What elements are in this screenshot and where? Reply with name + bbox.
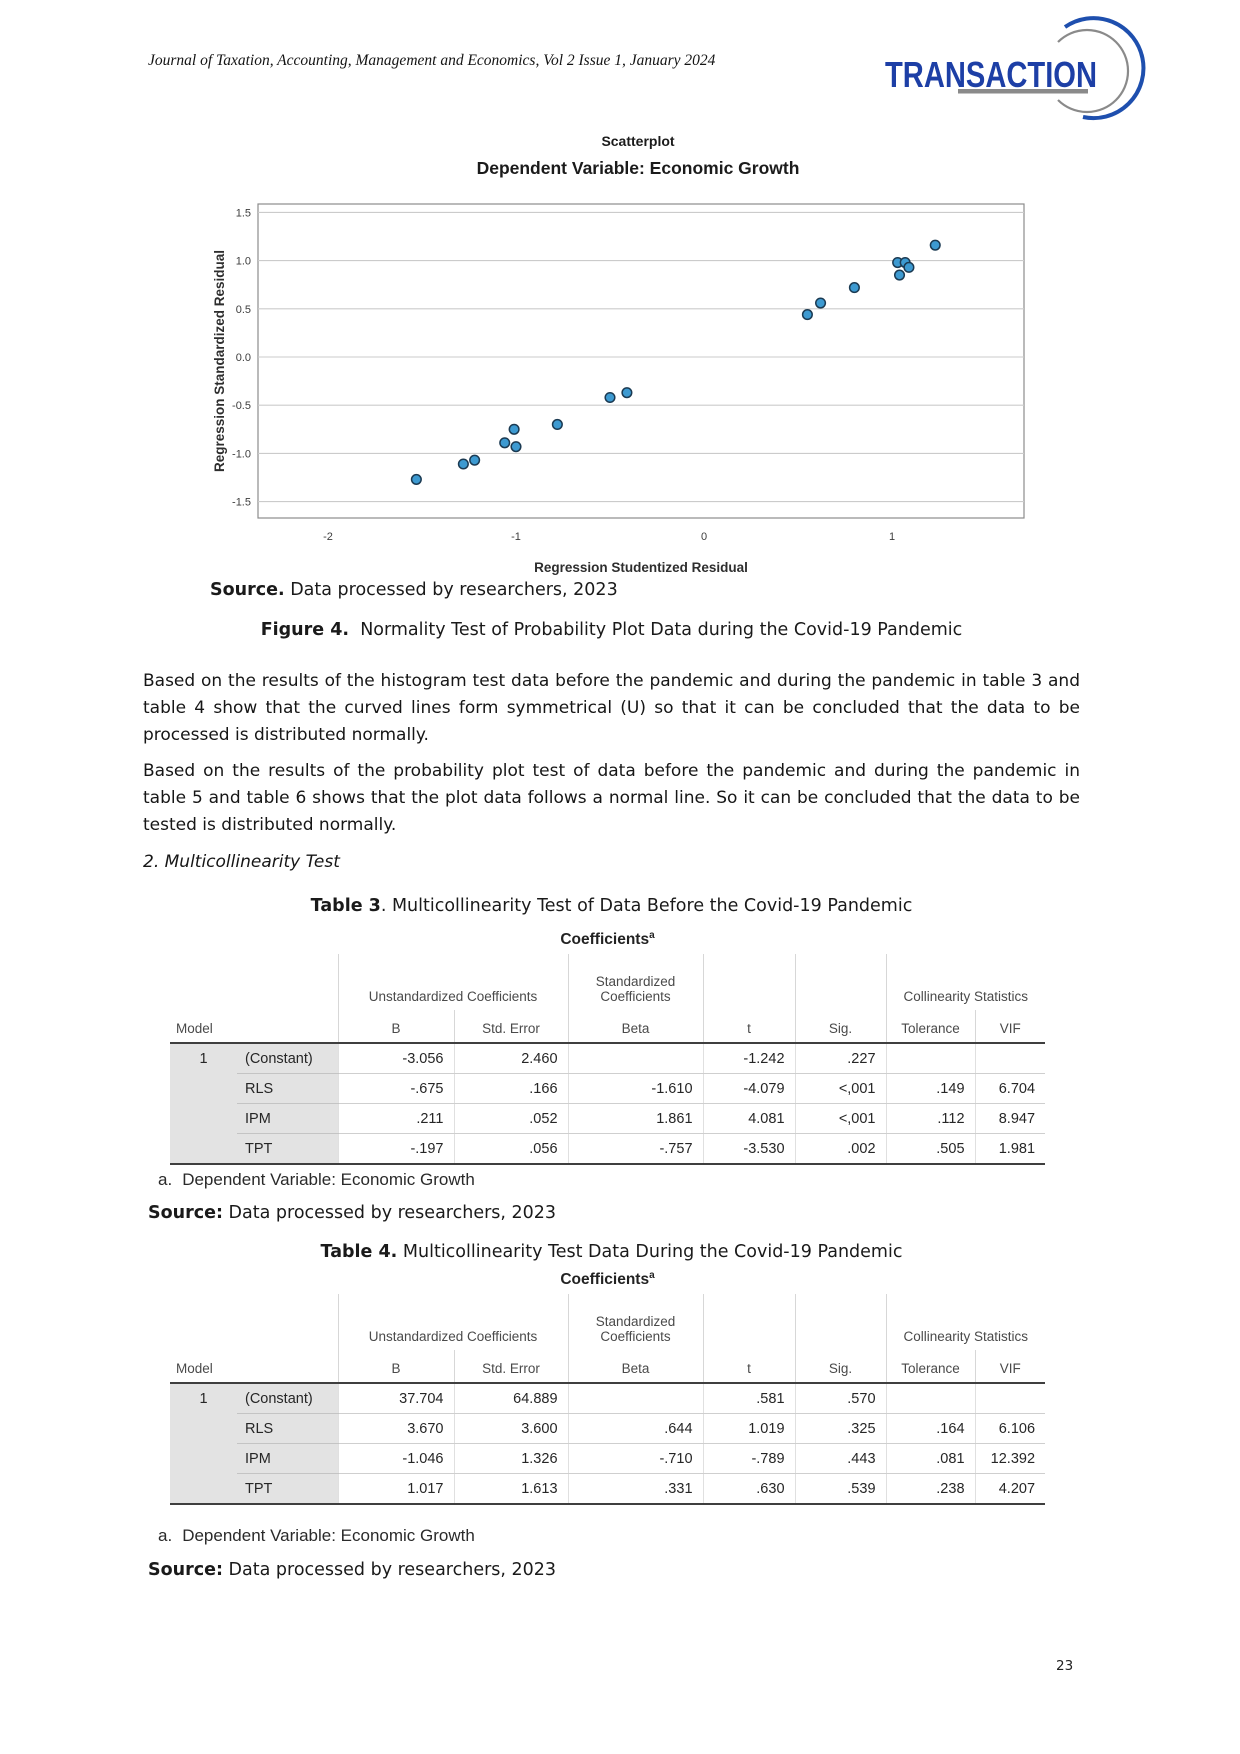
table-row	[170, 1383, 1045, 1414]
table-cell: 1.613	[454, 1474, 568, 1505]
table-cell: 37.704	[338, 1383, 454, 1414]
plot-frame	[258, 204, 1024, 518]
table-cell	[170, 1074, 237, 1104]
table-cell: .052	[454, 1104, 568, 1134]
table-cell: .211	[338, 1104, 454, 1134]
table-cell: 1.861	[568, 1104, 703, 1134]
col-sig: Sig.	[795, 1294, 886, 1383]
table-cell: (Constant)	[237, 1043, 338, 1074]
table-cell: 4.207	[975, 1474, 1045, 1505]
table-cell	[568, 1043, 703, 1074]
table3-header	[170, 954, 1045, 1043]
table3-title-text: Coefficients	[560, 931, 650, 949]
table-cell: 1.017	[338, 1474, 454, 1505]
scatter-point	[470, 455, 480, 465]
table4-caption-text: Multicollinearity Test Data During the Covid-19 Pandemic	[397, 1242, 903, 1262]
table-cell	[170, 1414, 237, 1444]
col-beta: Beta	[568, 1350, 703, 1383]
table-cell	[170, 1444, 237, 1474]
table3-body	[170, 1043, 1045, 1164]
y-tick-label: -0.5	[232, 400, 251, 413]
table-cell: 1	[170, 1383, 237, 1414]
figure-caption-text: Normality Test of Probability Plot Data during the Covid-19 Pandemic	[360, 620, 963, 640]
table4-source-text: Data processed by researchers, 2023	[228, 1560, 557, 1580]
col-vif: VIF	[975, 1350, 1045, 1383]
figure-source-line	[210, 580, 618, 600]
table-cell: 3.670	[338, 1414, 454, 1444]
table-cell: RLS	[237, 1074, 338, 1104]
x-tick-labels	[323, 531, 895, 543]
scatter-point	[509, 425, 519, 435]
table-cell: 1	[170, 1043, 237, 1074]
col-group-collinearity: Collinearity Statistics	[886, 1294, 1045, 1350]
logo-wordmark: TRANSACTION	[885, 54, 1097, 95]
coefficients-table-4	[170, 1294, 1045, 1505]
table-cell: .331	[568, 1474, 703, 1505]
figure-source-label: Source.	[210, 580, 285, 600]
paragraph-1: Based on the results of the histogram test data before the pandemic and during the pandemic in table 3 and table 4 show that the curved lines form symmetrical (U) so that it can be concluded that the data to be processed is distributed normally.	[143, 671, 1080, 745]
table-cell: .581	[703, 1383, 795, 1414]
scatter-point	[622, 388, 632, 398]
table-cell	[975, 1383, 1045, 1414]
figure-caption	[143, 620, 1080, 640]
table3-source-label: Source:	[148, 1203, 223, 1223]
table-row	[170, 1074, 1045, 1104]
y-tick-labels	[232, 207, 251, 508]
col-model: Model	[176, 1361, 213, 1376]
table-row	[170, 1414, 1045, 1444]
x-axis-label: Regression Studentized Residual	[534, 560, 748, 575]
table3-footnote	[158, 1170, 475, 1190]
y-tick-label: 1.0	[235, 255, 251, 268]
table-cell: -3.530	[703, 1134, 795, 1165]
scatter-point	[930, 240, 940, 250]
table-cell: .325	[795, 1414, 886, 1444]
y-tick-label: 1.5	[235, 207, 251, 220]
scatter-point	[412, 475, 422, 485]
journal-header-line: Journal of Taxation, Accounting, Management and Economics, Vol 2 Issue 1, January 2024	[148, 52, 716, 69]
table-cell: IPM	[237, 1444, 338, 1474]
table-cell: .539	[795, 1474, 886, 1505]
col-group-unstandardized: Unstandardized Coefficients	[338, 954, 568, 1010]
table-cell: 2.460	[454, 1043, 568, 1074]
coefficients-table-3	[170, 954, 1045, 1165]
scatter-point	[895, 270, 905, 280]
table-cell: 3.600	[454, 1414, 568, 1444]
col-std-error: Std. Error	[454, 1010, 568, 1043]
table-cell	[886, 1383, 975, 1414]
table-row	[170, 1474, 1045, 1505]
col-group-standardized: Standardized Coefficients	[568, 954, 703, 1010]
table-cell: .081	[886, 1444, 975, 1474]
plot-subtitle: Dependent Variable: Economic Growth	[476, 158, 800, 178]
table-row	[170, 1104, 1045, 1134]
scatter-point	[553, 420, 563, 430]
table-cell: 8.947	[975, 1104, 1045, 1134]
table-cell: -1.046	[338, 1444, 454, 1474]
table-cell: .166	[454, 1074, 568, 1104]
table4-footnote-label: a.	[158, 1526, 173, 1545]
table-cell: .002	[795, 1134, 886, 1165]
col-tolerance: Tolerance	[886, 1010, 975, 1043]
table-cell: 12.392	[975, 1444, 1045, 1474]
transaction-logo	[858, 3, 1158, 128]
table3-source-text: Data processed by researchers, 2023	[228, 1203, 557, 1223]
x-tick-label: -1	[511, 531, 521, 543]
table-cell: .630	[703, 1474, 795, 1505]
x-tick-label: 0	[700, 531, 708, 543]
table-row	[170, 1444, 1045, 1474]
x-tick-label: 1	[888, 531, 896, 543]
scatter-point	[500, 438, 510, 448]
table-cell: .227	[795, 1043, 886, 1074]
table-cell: -.197	[338, 1134, 454, 1165]
table3-caption	[143, 896, 1080, 916]
section-heading: 2. Multicollinearity Test	[143, 852, 340, 872]
table-cell	[170, 1104, 237, 1134]
table-cell: RLS	[237, 1414, 338, 1444]
table4-title	[170, 1270, 1045, 1289]
figure-caption-label: Figure 4.	[260, 620, 350, 640]
scatter-point	[904, 263, 914, 273]
table-row	[170, 1043, 1045, 1074]
table4-title-text: Coefficients	[560, 1271, 650, 1289]
table-cell: .644	[568, 1414, 703, 1444]
table-cell: -3.056	[338, 1043, 454, 1074]
table-cell: -.710	[568, 1444, 703, 1474]
table3-container	[170, 954, 1045, 1165]
col-sig: Sig.	[795, 954, 886, 1043]
table-cell: 4.081	[703, 1104, 795, 1134]
table4-header	[170, 1294, 1045, 1383]
table4-source-label: Source:	[148, 1560, 223, 1580]
table-cell: 1.981	[975, 1134, 1045, 1165]
table-cell: -.675	[338, 1074, 454, 1104]
table4-caption	[143, 1242, 1080, 1262]
table4-footnote-text: Dependent Variable: Economic Growth	[182, 1526, 475, 1545]
col-group-standardized: Standardized Coefficients	[568, 1294, 703, 1350]
col-tolerance: Tolerance	[886, 1350, 975, 1383]
scatterplot-figure	[200, 122, 1060, 592]
col-group-collinearity: Collinearity Statistics	[886, 954, 1045, 1010]
table4-source-line	[148, 1560, 556, 1580]
table-cell	[170, 1134, 237, 1165]
table-cell: .164	[886, 1414, 975, 1444]
scatter-point	[605, 393, 615, 403]
table-row	[170, 1134, 1045, 1165]
table3-caption-label: Table 3	[310, 896, 381, 916]
table4-body	[170, 1383, 1045, 1504]
paragraph-2: Based on the results of the probability plot test of data before the pandemic and during the pandemic in table 5 and table 6 shows that the plot data follows a normal line. So it can be concluded that the data to be tested is distributed normally.	[143, 761, 1080, 835]
scatter-point	[511, 442, 521, 452]
scatter-point	[816, 298, 826, 308]
table-cell: -4.079	[703, 1074, 795, 1104]
y-tick-label: -1.5	[232, 496, 251, 509]
table-cell: TPT	[237, 1474, 338, 1505]
y-axis-label: Regression Standardized Residual	[212, 249, 227, 473]
table-cell: .056	[454, 1134, 568, 1165]
table4-container	[170, 1294, 1045, 1505]
table-cell: IPM	[237, 1104, 338, 1134]
y-tick-label: -1.0	[232, 448, 251, 461]
table-cell: <,001	[795, 1074, 886, 1104]
x-tick-label: -2	[323, 531, 333, 543]
table-cell: 1.326	[454, 1444, 568, 1474]
y-tick-label: 0.5	[235, 303, 251, 316]
col-b: B	[338, 1010, 454, 1043]
table3-title-sup: a	[649, 930, 655, 941]
table-cell: -1.610	[568, 1074, 703, 1104]
plot-title: Scatterplot	[601, 133, 675, 149]
col-beta: Beta	[568, 1010, 703, 1043]
scatter-point	[803, 310, 813, 320]
col-group-unstandardized: Unstandardized Coefficients	[338, 1294, 568, 1350]
col-std-error: Std. Error	[454, 1350, 568, 1383]
table-cell: 6.704	[975, 1074, 1045, 1104]
table-cell: .505	[886, 1134, 975, 1165]
y-tick-label: 0.0	[235, 352, 251, 364]
table3-footnote-text: Dependent Variable: Economic Growth	[182, 1170, 475, 1189]
col-t: t	[703, 954, 795, 1043]
table4-caption-label: Table 4.	[320, 1242, 398, 1262]
scatter-point	[459, 459, 469, 469]
table3-caption-text: . Multicollinearity Test of Data Before the Covid-19 Pandemic	[380, 896, 913, 916]
table-cell: (Constant)	[237, 1383, 338, 1414]
table3-source-line	[148, 1203, 556, 1223]
table-cell: -.757	[568, 1134, 703, 1165]
table-cell	[886, 1043, 975, 1074]
col-model: Model	[176, 1021, 213, 1036]
table-cell: .443	[795, 1444, 886, 1474]
table-cell	[568, 1383, 703, 1414]
figure-source-text: Data processed by researchers, 2023	[290, 580, 618, 600]
table-cell: 64.889	[454, 1383, 568, 1414]
scatter-point	[850, 283, 860, 293]
table-cell: .570	[795, 1383, 886, 1414]
table-cell: .112	[886, 1104, 975, 1134]
table-cell: -.789	[703, 1444, 795, 1474]
table-cell: <,001	[795, 1104, 886, 1134]
page-number: 23	[1056, 1658, 1074, 1674]
table-cell: TPT	[237, 1134, 338, 1165]
table-cell	[170, 1474, 237, 1505]
table-cell: 6.106	[975, 1414, 1045, 1444]
col-b: B	[338, 1350, 454, 1383]
col-vif: VIF	[975, 1010, 1045, 1043]
col-t: t	[703, 1294, 795, 1383]
table-cell: 1.019	[703, 1414, 795, 1444]
table3-footnote-label: a.	[158, 1170, 173, 1189]
table4-title-sup: a	[649, 1270, 655, 1281]
table4-footnote	[158, 1526, 475, 1546]
table-cell: -1.242	[703, 1043, 795, 1074]
table3-title	[170, 930, 1045, 949]
table-cell	[975, 1043, 1045, 1074]
table-cell: .238	[886, 1474, 975, 1505]
table-cell: .149	[886, 1074, 975, 1104]
